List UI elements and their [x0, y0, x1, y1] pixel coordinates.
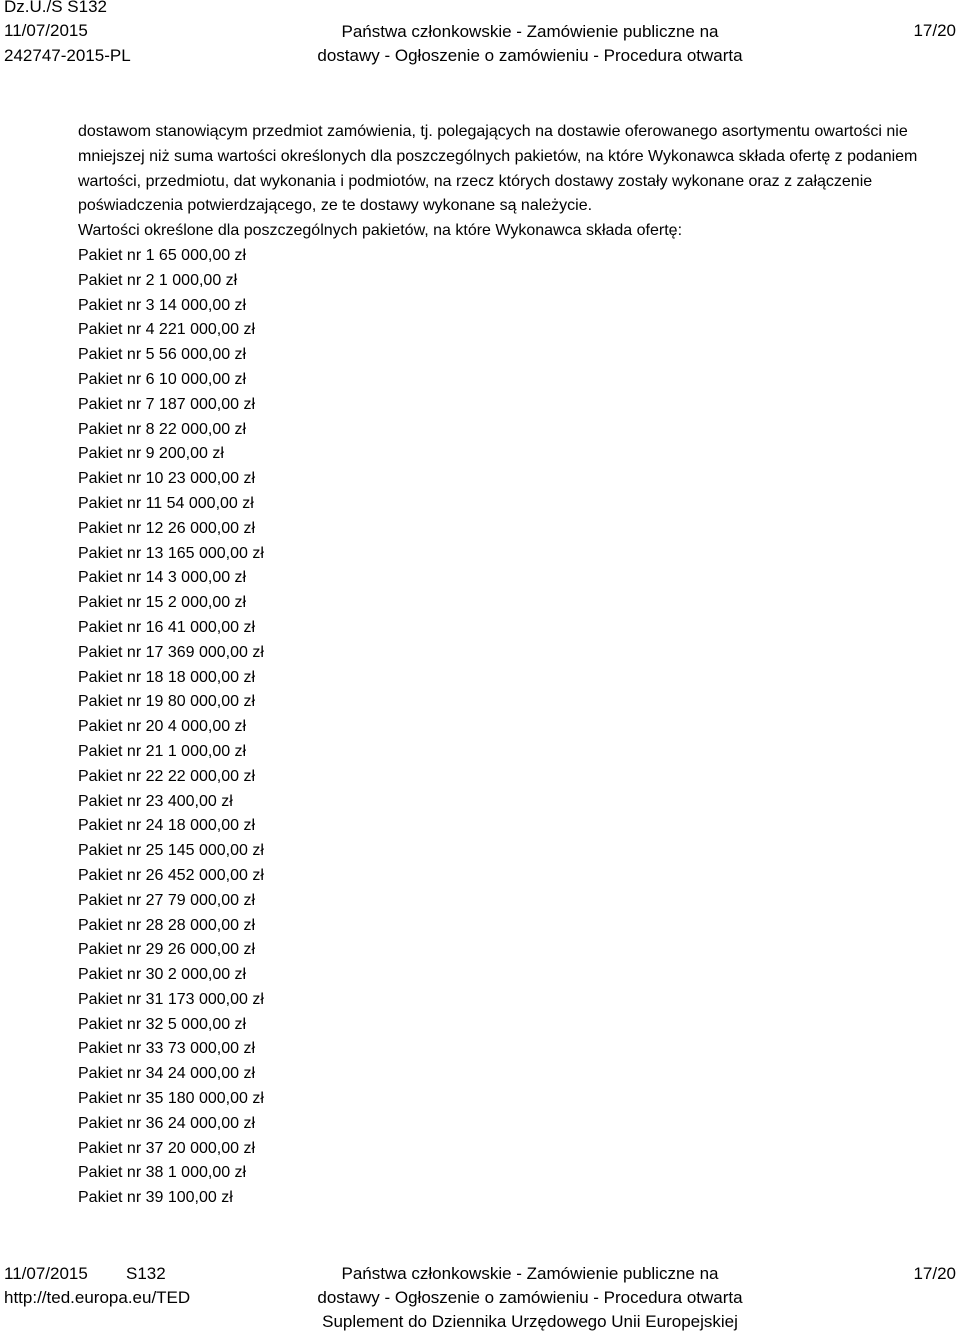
- package-item: Pakiet nr 27 79 000,00 zł: [78, 891, 256, 909]
- header-title-line2: dostawy - Ogłoszenie o zamówieniu - Procedura otwarta: [317, 46, 743, 65]
- footer-title: [300, 1262, 760, 1334]
- package-item: Pakiet nr 21 1 000,00 zł: [78, 742, 247, 760]
- header-title: [300, 20, 760, 68]
- package-item: Pakiet nr 35 180 000,00 zł: [78, 1090, 264, 1108]
- package-item: Pakiet nr 37 20 000,00 zł: [78, 1139, 256, 1157]
- notice-id: 242747-2015-PL: [4, 46, 131, 65]
- package-item: Pakiet nr 30 2 000,00 zł: [78, 966, 247, 984]
- package-item: Pakiet nr 29 26 000,00 zł: [78, 941, 256, 959]
- page-footer: [0, 1262, 960, 1334]
- package-item: Pakiet nr 23 400,00 zł: [78, 792, 233, 810]
- package-item: Pakiet nr 19 80 000,00 zł: [78, 693, 256, 711]
- package-item: Pakiet nr 32 5 000,00 zł: [78, 1015, 247, 1033]
- footer-url-link[interactable]: http://ted.europa.eu/TED: [4, 1288, 191, 1307]
- package-item: Pakiet nr 5 56 000,00 zł: [78, 346, 247, 364]
- package-item: Pakiet nr 11 54 000,00 zł: [78, 494, 254, 512]
- document-body: [78, 120, 928, 1211]
- footer-page-number: 17/20: [913, 1264, 956, 1283]
- journal-reference: Dz.U./S S132: [4, 0, 107, 16]
- package-item: Pakiet nr 26 452 000,00 zł: [78, 866, 264, 884]
- package-item: Pakiet nr 22 22 000,00 zł: [78, 767, 256, 785]
- package-item: Pakiet nr 13 165 000,00 zł: [78, 544, 264, 562]
- package-item: Pakiet nr 16 41 000,00 zł: [78, 618, 256, 636]
- requirements-paragraph: dostawom stanowiącym przedmiot zamówienia, tj. polegających na dostawie oferowanego asortymentu owartości nie mniejszej niż suma wartości określonych dla poszczególnych pakietów, na które Wykonawca składa ofertę z podaniem wartości, przedmiotu, dat wykonania i podmiotów, na rzecz których dostawy zostały wykonane oraz z załączenie poświadczenia potwierdzającego, ze te dostawy wykonane są należycie.: [78, 123, 918, 215]
- package-item: Pakiet nr 17 369 000,00 zł: [78, 643, 264, 661]
- header-title-line1: Państwa członkowskie - Zamówienie publiczne na: [341, 22, 719, 41]
- package-item: Pakiet nr 34 24 000,00 zł: [78, 1065, 256, 1083]
- package-item: Pakiet nr 9 200,00 zł: [78, 445, 224, 463]
- package-item: Pakiet nr 33 73 000,00 zł: [78, 1040, 256, 1058]
- header-page-number: 17/20: [913, 21, 956, 40]
- package-item: Pakiet nr 10 23 000,00 zł: [78, 470, 256, 488]
- package-item: Pakiet nr 2 1 000,00 zł: [78, 271, 238, 289]
- footer-date: 11/07/2015: [4, 1264, 88, 1283]
- footer-title-line3: Suplement do Dziennika Urzędowego Unii Europejskiej: [322, 1312, 738, 1331]
- package-item: Pakiet nr 38 1 000,00 zł: [78, 1164, 247, 1182]
- package-item: Pakiet nr 36 24 000,00 zł: [78, 1114, 256, 1132]
- package-item: Pakiet nr 31 173 000,00 zł: [78, 990, 264, 1008]
- package-list: [78, 244, 928, 1211]
- package-item: Pakiet nr 4 221 000,00 zł: [78, 321, 256, 339]
- package-item: Pakiet nr 39 100,00 zł: [78, 1189, 233, 1207]
- package-item: Pakiet nr 18 18 000,00 zł: [78, 668, 256, 686]
- package-item: Pakiet nr 28 28 000,00 zł: [78, 916, 256, 934]
- package-item: Pakiet nr 12 26 000,00 zł: [78, 519, 256, 537]
- package-item: Pakiet nr 8 22 000,00 zł: [78, 420, 247, 438]
- package-item: Pakiet nr 1 65 000,00 zł: [78, 246, 247, 264]
- footer-title-line2: dostawy - Ogłoszenie o zamówieniu - Procedura otwarta: [317, 1288, 743, 1307]
- package-item: Pakiet nr 25 145 000,00 zł: [78, 842, 264, 860]
- footer-issue: S132: [126, 1264, 166, 1283]
- footer-title-line1: Państwa członkowskie - Zamówienie publiczne na: [341, 1264, 719, 1283]
- package-item: Pakiet nr 20 4 000,00 zł: [78, 718, 247, 736]
- package-item: Pakiet nr 7 187 000,00 zł: [78, 395, 256, 413]
- package-item: Pakiet nr 15 2 000,00 zł: [78, 594, 247, 612]
- package-item: Pakiet nr 3 14 000,00 zł: [78, 296, 247, 314]
- package-item: Pakiet nr 24 18 000,00 zł: [78, 817, 256, 835]
- package-item: Pakiet nr 6 10 000,00 zł: [78, 370, 247, 388]
- package-item: Pakiet nr 14 3 000,00 zł: [78, 569, 247, 587]
- header-date: 11/07/2015: [4, 21, 88, 40]
- package-values-intro: Wartości określone dla poszczególnych pakietów, na które Wykonawca składa ofertę:: [78, 222, 683, 240]
